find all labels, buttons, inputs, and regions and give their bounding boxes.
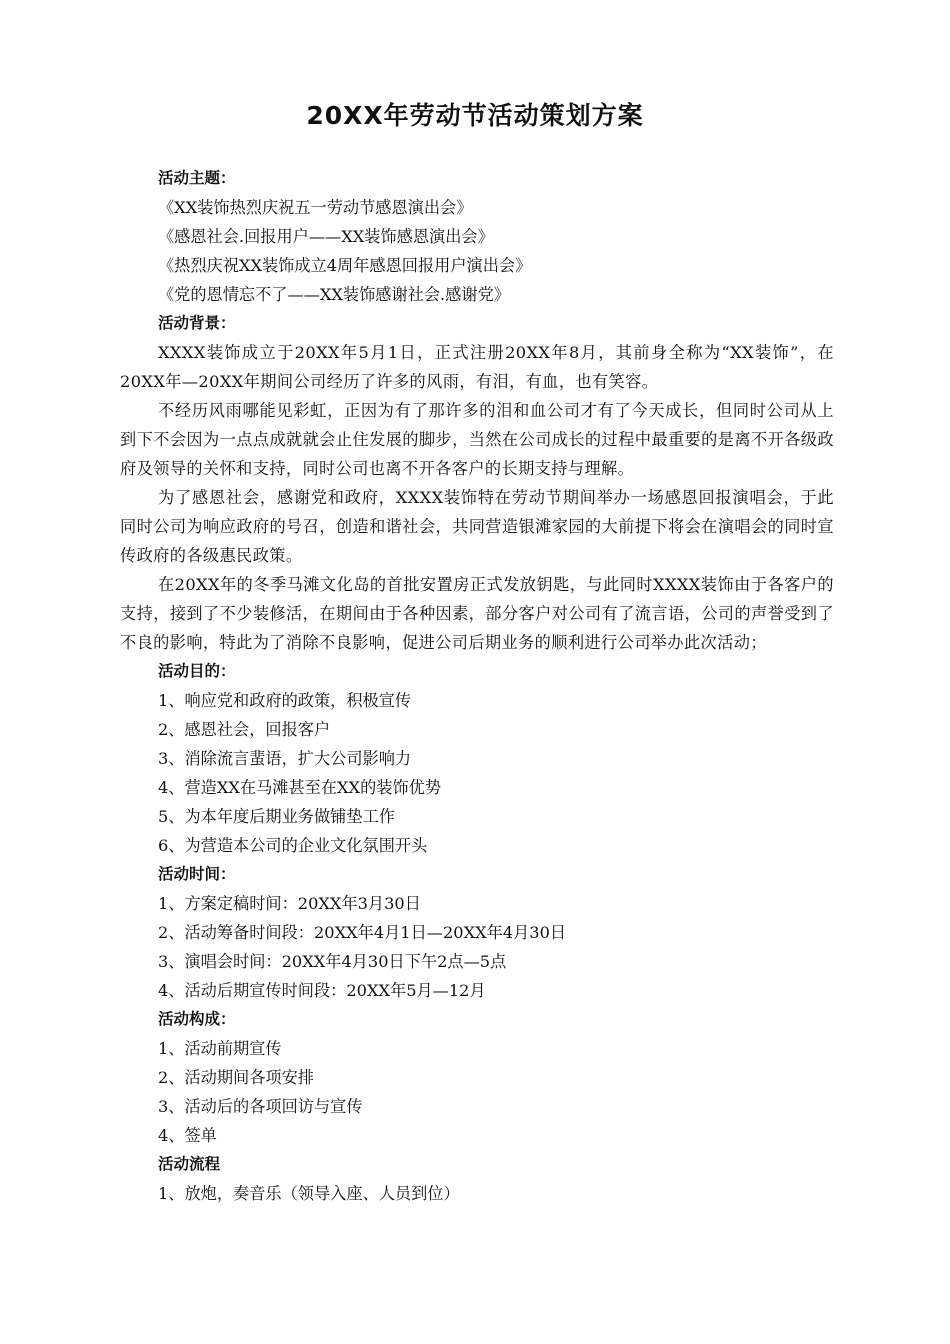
theme-item: 《党的恩情忘不了——XX装饰感谢社会.感谢党》 [158, 285, 510, 304]
section-heading-purpose: 活动目的： [158, 662, 236, 680]
purpose-item: 6、为营造本公司的企业文化氛围开头 [158, 836, 428, 855]
background-paragraph: 为了感恩社会，感谢党和政府，XXXX装饰特在劳动节期间举办一场感恩回报演唱会，于此同时公司为响应政府的号召，创造和谐社会，共同营造银滩家园的大前提下将会在演唱会的同时宣传政府的各级惠民政策。 [120, 488, 834, 565]
section-heading-background: 活动背景： [158, 314, 236, 332]
composition-item: 4、签单 [158, 1126, 217, 1145]
section-heading-theme: 活动主题： [158, 169, 236, 187]
purpose-item: 1、响应党和政府的政策，积极宣传 [158, 691, 412, 710]
time-item: 2、活动筹备时间段：20XX年4月1日—20XX年4月30日 [158, 923, 567, 942]
background-paragraph: 不经历风雨哪能见彩虹，正因为有了那许多的泪和血公司才有了今天成长，但同时公司从上到下不会因为一点点成就就会止住发展的脚步，当然在公司成长的过程中最重要的是离不开各级政府及领导的关怀和支持，同时公司也离不开各客户的长期支持与理解。 [120, 401, 834, 478]
time-item: 4、活动后期宣传时间段：20XX年5月—12月 [158, 981, 486, 1000]
section-heading-time: 活动时间： [158, 865, 236, 883]
purpose-item: 3、消除流言蜚语，扩大公司影响力 [158, 749, 412, 768]
composition-item: 3、活动后的各项回访与宣传 [158, 1097, 363, 1116]
theme-item: 《感恩社会.回报用户——XX装饰感恩演出会》 [158, 227, 494, 246]
theme-item: 《热烈庆祝XX装饰成立4周年感恩回报用户演出会》 [158, 256, 532, 275]
purpose-item: 5、为本年度后期业务做铺垫工作 [158, 807, 395, 826]
process-item: 1、放炮，奏音乐（领导入座、人员到位） [158, 1184, 460, 1203]
composition-item: 1、活动前期宣传 [158, 1039, 282, 1058]
purpose-item: 2、感恩社会，回报客户 [158, 720, 331, 739]
composition-item: 2、活动期间各项安排 [158, 1068, 314, 1087]
document-body [120, 164, 834, 1208]
time-item: 3、演唱会时间：20XX年4月30日下午2点—5点 [158, 952, 507, 971]
background-paragraph: XXXX装饰成立于20XX年5月1日，正式注册20XX年8月，其前身全称为“XX装饰”，在20XX年—20XX年期间公司经历了许多的风雨，有泪，有血，也有笑容。 [120, 343, 834, 391]
document-title: 20XX年劳动节活动策划方案 [306, 101, 644, 130]
time-item: 1、方案定稿时间：20XX年3月30日 [158, 894, 421, 913]
section-heading-process: 活动流程 [158, 1155, 221, 1173]
background-paragraph: 在20XX年的冬季马滩文化岛的首批安置房正式发放钥匙，与此同时XXXX装饰由于各客户的支持，接到了不少装修活，在期间由于各种因素，部分客户对公司有了流言语，公司的声誉受到了不良的影响，特此为了消除不良影响，促进公司后期业务的顺利进行公司举办此次活动； [120, 575, 834, 652]
theme-item: 《XX装饰热烈庆祝五一劳动节感恩演出会》 [158, 198, 473, 217]
purpose-item: 4、营造XX在马滩甚至在XX的装饰优势 [158, 778, 442, 797]
section-heading-composition: 活动构成： [158, 1010, 236, 1028]
